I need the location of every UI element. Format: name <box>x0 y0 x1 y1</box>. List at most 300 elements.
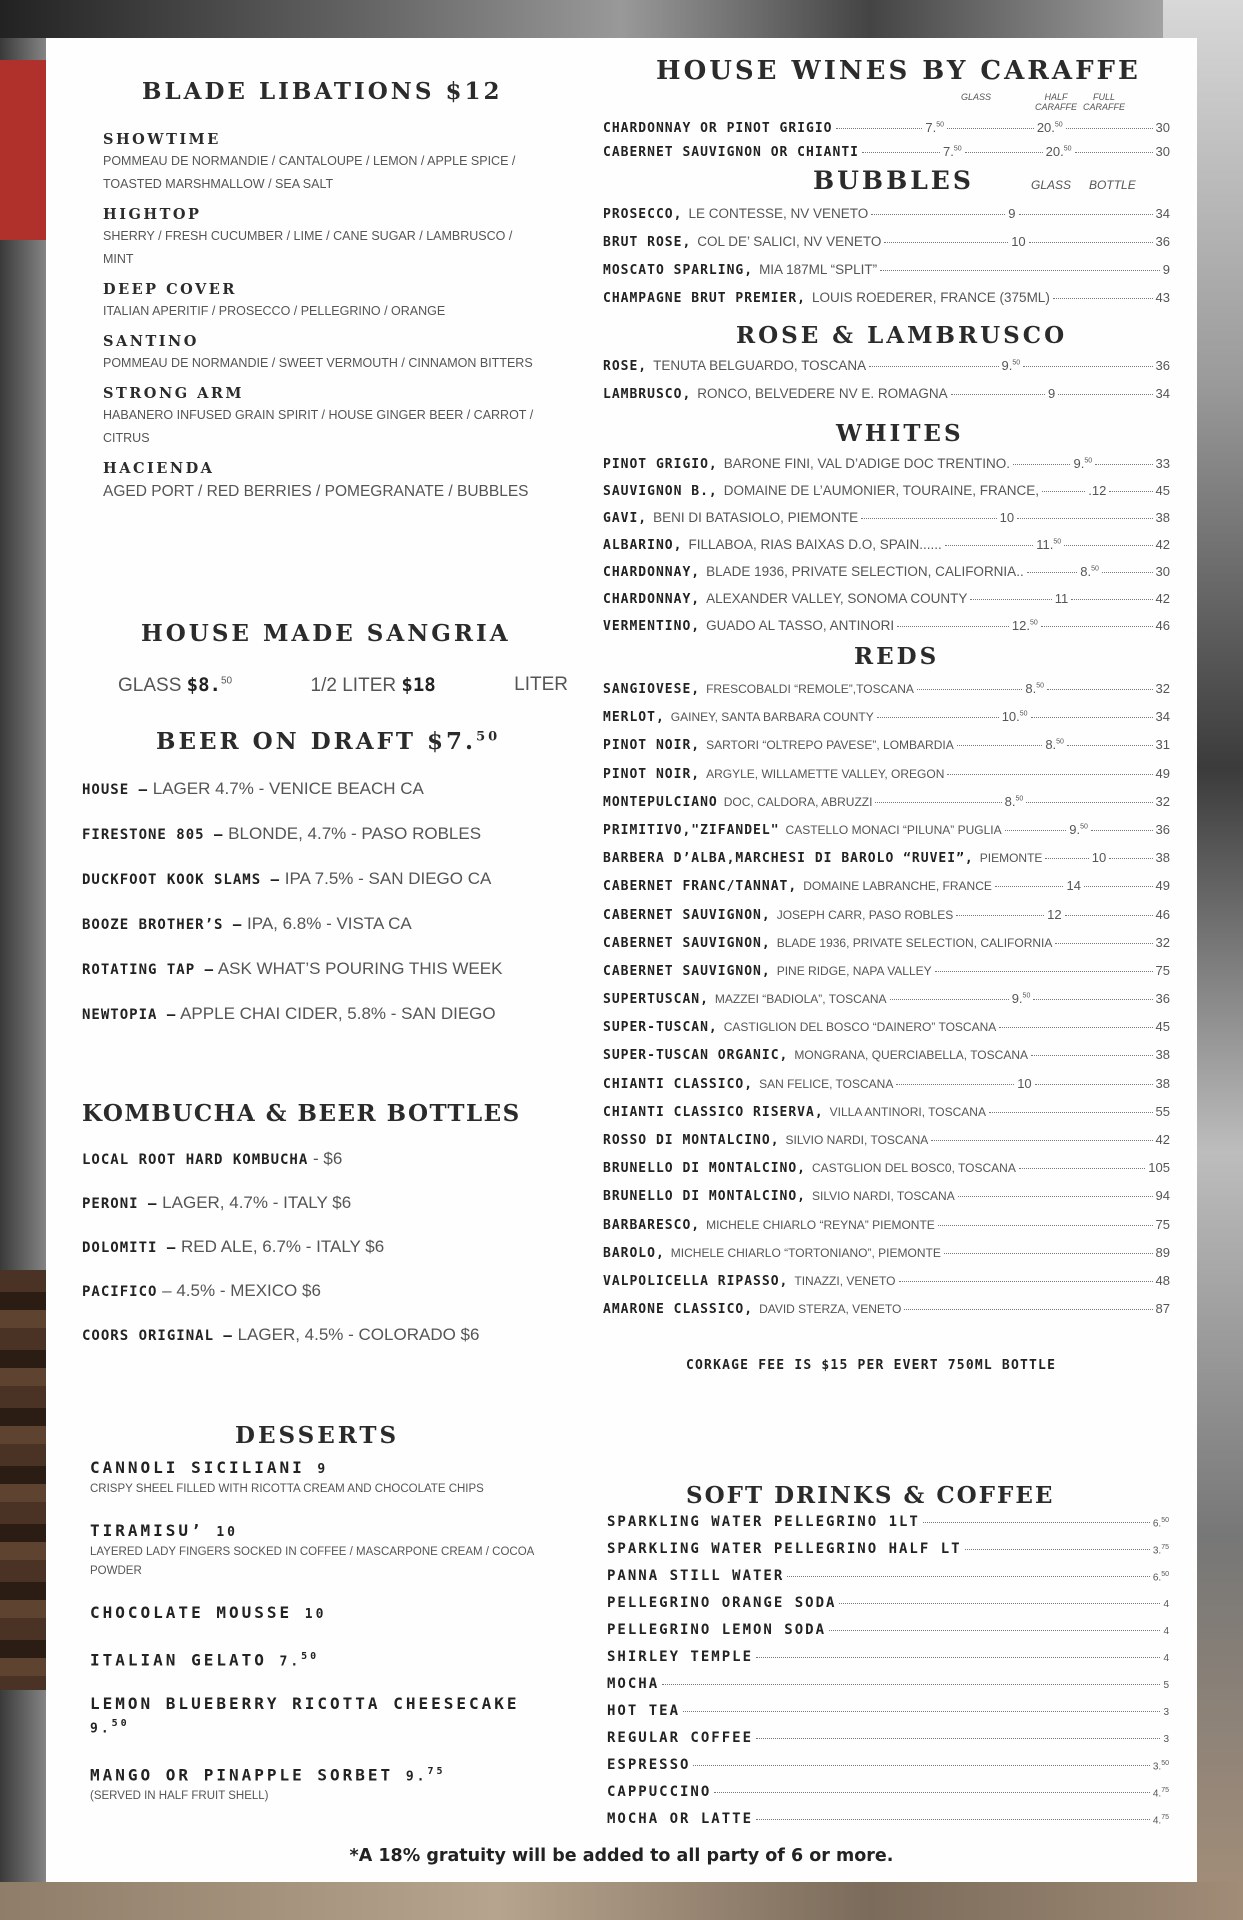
glass-price-value: 10 <box>1017 1075 1032 1091</box>
leader-dots <box>836 128 923 129</box>
bottle-name: PACIFICO <box>82 1284 158 1300</box>
leader-dots <box>1019 214 1153 215</box>
wine-description: CASTGLION DEL BOSC0, TOSCANA <box>812 1161 1016 1176</box>
bottle-item <box>82 1149 562 1193</box>
beer-description: IPA, 6.8% - VISTA CA <box>247 914 412 933</box>
glass-price-value: .12 <box>1088 483 1107 498</box>
dessert-title: CHOCOLATE MOUSSE <box>90 1603 293 1622</box>
beer-name: FIRESTONE 805 – <box>82 827 224 843</box>
cocktail-item <box>103 280 543 323</box>
wine-description: RONCO, BELVEDERE NV E. ROMAGNA <box>697 386 948 401</box>
soft-drink-row <box>607 1811 1169 1838</box>
col-glass: GLASS <box>1031 178 1072 192</box>
glass-price <box>1012 618 1038 633</box>
leader-dots <box>1035 1084 1153 1085</box>
drink-price-cents: 50 <box>1161 1759 1169 1767</box>
wine-row <box>603 510 1170 537</box>
leader-dots <box>923 1522 1150 1523</box>
glass-price-value: 9. <box>1073 456 1085 471</box>
leader-dots <box>880 270 1160 271</box>
bottle-price: 31 <box>1155 737 1170 753</box>
cocktail-item <box>103 459 543 505</box>
leader-dots <box>875 802 1001 803</box>
wine-name: CHIANTI CLASSICO RISERVA, <box>603 1104 824 1120</box>
drink-price-cents: 75 <box>1161 1786 1169 1794</box>
wine-description: BARONE FINI, VAL D’ADIGE DOC TRENTINO. <box>723 456 1011 471</box>
glass-price-cents: 50 <box>1084 457 1093 465</box>
bottle-price: 34 <box>1155 386 1170 401</box>
soft-drink-row <box>607 1568 1169 1595</box>
soft-drink-row <box>607 1730 1169 1757</box>
wine-name: ROSE, <box>603 359 648 374</box>
bottle-price: 49 <box>1155 878 1170 894</box>
wine-name: VERMENTINO, <box>603 619 701 634</box>
glass-price-value: 8. <box>1025 681 1037 696</box>
glass-price <box>1036 537 1061 552</box>
glass-price <box>925 120 944 135</box>
leader-dots <box>956 915 1044 916</box>
bottle-price: 36 <box>1155 821 1170 837</box>
glass-price <box>1017 1076 1031 1091</box>
house-wine-row <box>603 120 1170 144</box>
bottle-price: 36 <box>1155 358 1170 373</box>
bottle-price: 45 <box>1155 483 1170 498</box>
dessert-price: 7. <box>279 1654 302 1670</box>
glass-price <box>943 144 962 159</box>
dessert-item <box>90 1521 560 1581</box>
bottle-item <box>82 1193 562 1237</box>
dessert-name <box>90 1458 560 1480</box>
section-title-soft-drinks: SOFT DRINKS & COFFEE <box>686 1482 1055 1509</box>
glass-price <box>1080 564 1099 579</box>
cocktail-name: HACIENDA <box>103 460 215 477</box>
wine-row <box>603 1047 1170 1075</box>
drink-price-value: 3 <box>1163 1707 1169 1718</box>
wine-description: CASTELLO MONACI “PILUNA” PUGLIA <box>785 822 1002 837</box>
leader-dots <box>1045 858 1088 859</box>
leader-dots <box>756 1738 1160 1739</box>
leader-dots <box>1005 830 1067 831</box>
glass-price-cents: 50 <box>936 121 944 129</box>
half-caraffe-price-cents: 50 <box>1054 121 1063 129</box>
glass-price <box>1073 456 1092 471</box>
beer-name: NEWTOPIA – <box>82 1007 177 1023</box>
dessert-item <box>90 1647 560 1672</box>
drink-price-cents: 50 <box>1161 1516 1169 1524</box>
beer-description: ASK WHAT’S POURING THIS WEEK <box>217 959 503 978</box>
drink-name: HOT TEA <box>607 1703 681 1719</box>
leader-dots <box>896 1084 1014 1085</box>
soft-drink-row <box>607 1676 1169 1703</box>
soft-drinks-list <box>607 1514 1169 1838</box>
bottle-price: 33 <box>1155 456 1170 471</box>
wine-description: PIEMONTE <box>979 851 1043 866</box>
dessert-description: CRISPY SHEEL FILLED WITH RICOTTA CREAM AND CHOCOLATE CHIPS <box>90 1483 484 1495</box>
wine-description: LOUIS ROEDERER, FRANCE (375ML) <box>812 290 1050 305</box>
leader-dots <box>1065 915 1153 916</box>
wine-row <box>603 794 1170 822</box>
drink-price <box>1153 1760 1169 1772</box>
background-photo-left <box>0 60 46 240</box>
leader-dots <box>1055 943 1152 944</box>
glass-price <box>1055 591 1069 606</box>
glass-price <box>1000 510 1014 525</box>
soft-drink-row <box>607 1622 1169 1649</box>
glass-price-value: 9. <box>1011 991 1023 1007</box>
wine-description: MICHELE CHIARLO “TORTONIANO”, PIEMONTE <box>670 1245 941 1260</box>
wine-name: PINOT GRIGIO, <box>603 457 718 472</box>
wine-name: CABERNET SAUVIGNON OR CHIANTI <box>603 145 859 160</box>
leader-dots <box>1042 491 1085 492</box>
drink-price <box>1153 1814 1169 1826</box>
wine-name: BARBERA D’ALBA,MARCHESI DI BAROLO “RUVEI”, <box>603 851 974 867</box>
house-wine-list <box>603 120 1170 168</box>
menu-sheet <box>46 38 1197 1882</box>
full-caraffe-price-value: 30 <box>1155 120 1170 135</box>
drink-price-value: 4 <box>1163 1626 1169 1637</box>
bottle-name: DOLOMITI – <box>82 1240 177 1256</box>
wine-row <box>603 1301 1170 1329</box>
bottle-price: 30 <box>1155 564 1170 579</box>
gratuity-note: *A 18% gratuity will be added to all party of 6 or more. <box>349 1846 894 1866</box>
leader-dots <box>957 745 1043 746</box>
wine-name: PINOT NOIR, <box>603 766 701 782</box>
glass-price <box>1002 358 1021 373</box>
wine-description: CASTIGLION DEL BOSCO “DAINERO” TOSCANA <box>723 1020 997 1035</box>
bottle-price: 46 <box>1155 906 1170 922</box>
cocktail-name: DEEP COVER <box>103 281 237 298</box>
leader-dots <box>1075 152 1153 153</box>
dessert-price-cents: 50 <box>111 1718 130 1730</box>
reds-list <box>603 681 1170 1329</box>
wine-name: CHARDONNAY OR PINOT GRIGIO <box>603 121 833 136</box>
glass-price <box>1069 822 1088 837</box>
wine-name: CHAMPAGNE BRUT PREMIER, <box>603 291 807 306</box>
drink-price-value: 3. <box>1152 1761 1162 1772</box>
dessert-description: LAYERED LADY FINGERS SOCKED IN COFFEE / MASCARPONE CREAM / COCOA POWDER <box>90 1546 534 1577</box>
leader-dots <box>995 886 1064 887</box>
wine-description: PINE RIDGE, NAPA VALLEY <box>776 963 932 978</box>
wine-row <box>603 681 1170 709</box>
wine-row <box>603 991 1170 1019</box>
leader-dots <box>683 1711 1160 1712</box>
glass-price-value: 11. <box>1036 537 1054 552</box>
section-title-libations: BLADE LIBATIONS $12 <box>142 78 503 105</box>
col-half-caraffe: HALF CARAFFE <box>1034 92 1077 112</box>
wine-row <box>603 709 1170 737</box>
drink-name: SPARKLING WATER PELLEGRINO 1LT <box>607 1514 920 1530</box>
section-title-desserts: DESSERTS <box>235 1422 400 1449</box>
section-title-bubbles: BUBBLES <box>813 166 974 195</box>
leader-dots <box>917 689 1022 690</box>
glass-price-value: 11 <box>1054 591 1069 606</box>
col-full-caraffe: FULL CARAFFE <box>1082 92 1125 112</box>
glass-price <box>1045 737 1064 752</box>
wine-row <box>603 1019 1170 1047</box>
drink-name: CAPPUCCINO <box>607 1784 712 1800</box>
glass-price-value: 10 <box>1011 234 1026 249</box>
cocktail-name: STRONG ARM <box>103 385 244 402</box>
leader-dots <box>1066 128 1153 129</box>
section-title-whites: WHITES <box>836 420 964 447</box>
bottle-item <box>82 1325 562 1369</box>
wine-row <box>603 456 1170 483</box>
bottle-description: LAGER, 4.7% - ITALY $6 <box>162 1193 352 1212</box>
soft-drink-row <box>607 1541 1169 1568</box>
glass-price <box>1008 206 1015 221</box>
wine-row <box>603 386 1170 414</box>
leader-dots <box>999 1027 1152 1028</box>
bottle-name: LOCAL ROOT HARD KOMBUCHA <box>82 1152 309 1168</box>
dessert-item <box>90 1458 560 1499</box>
drink-price-cents: 75 <box>1161 1543 1169 1551</box>
leader-dots <box>884 242 1008 243</box>
wine-description: MIA 187ML “SPLIT” <box>759 262 878 277</box>
glass-price-value: 9. <box>1001 358 1013 373</box>
wine-row <box>603 262 1170 290</box>
wine-row <box>603 766 1170 794</box>
bottle-price: 45 <box>1155 1019 1170 1035</box>
leader-dots <box>1031 717 1153 718</box>
drink-price-value: 4 <box>1163 1599 1169 1610</box>
wine-description: LE CONTESSE, NV VENETO <box>688 206 869 221</box>
wine-name: VALPOLICELLA RIPASSO, <box>603 1273 789 1289</box>
beer-name: ROTATING TAP – <box>82 962 215 978</box>
glass-price <box>1025 681 1044 696</box>
wine-name: CABERNET SAUVIGNON, <box>603 935 771 951</box>
wine-name: SUPER-TUSCAN, <box>603 1020 718 1036</box>
cocktail-item <box>103 332 543 375</box>
glass-price-value: 12. <box>1011 618 1030 633</box>
wine-name: LAMBRUSCO, <box>603 387 692 402</box>
wine-name: CHARDONNAY, <box>603 565 701 580</box>
bottle-price: 38 <box>1155 1075 1170 1091</box>
leader-dots <box>935 971 1153 972</box>
glass-price <box>1047 907 1061 922</box>
glass-price-value: 12 <box>1047 906 1062 922</box>
wine-description: MAZZEI “BADIOLA”, TOSCANA <box>714 992 887 1007</box>
beer-description: LAGER 4.7% - VENICE BEACH CA <box>152 779 424 798</box>
glass-price-cents: 50 <box>1019 710 1028 718</box>
col-glass: GLASS <box>960 92 991 102</box>
bottle-price: 42 <box>1155 591 1170 606</box>
glass-price <box>1011 234 1025 249</box>
bottle-price: 42 <box>1155 1132 1170 1147</box>
cocktail-item <box>103 130 543 196</box>
leader-dots <box>947 774 1152 775</box>
half-caraffe-price-cents: 50 <box>1063 145 1072 153</box>
dessert-title: TIRAMISU’ <box>90 1521 204 1540</box>
drink-name: MOCHA <box>607 1676 660 1692</box>
leader-dots <box>1047 689 1152 690</box>
glass-price <box>1012 991 1031 1006</box>
glass-price-cents: 50 <box>1056 739 1064 747</box>
leader-dots <box>871 214 1005 215</box>
wine-name: AMARONE CLASSICO, <box>603 1302 754 1318</box>
wine-row <box>603 737 1170 765</box>
cocktail-name: HIGHTOP <box>103 206 202 223</box>
house-wine-row <box>603 144 1170 168</box>
soft-drink-row <box>607 1649 1169 1676</box>
leader-dots <box>1095 464 1152 465</box>
wine-row <box>603 1217 1170 1245</box>
wine-name: ROSSO DI MONTALCINO, <box>603 1133 780 1148</box>
dessert-description: (SERVED IN HALF FRUIT SHELL) <box>90 1789 269 1802</box>
drink-price <box>1163 1653 1169 1664</box>
leader-dots <box>1109 491 1152 492</box>
wine-row <box>603 1076 1170 1104</box>
dessert-list <box>90 1458 560 1828</box>
drink-price-value: 6. <box>1152 1572 1162 1583</box>
bottle-item <box>82 1281 562 1325</box>
bottle-price: 38 <box>1155 510 1170 525</box>
glass-price-value: 10. <box>1001 709 1020 725</box>
bottle-price: 48 <box>1155 1272 1170 1288</box>
full-caraffe-price <box>1156 120 1170 135</box>
drink-name: PELLEGRINO ORANGE SODA <box>607 1595 837 1611</box>
sangria-glass: GLASS $8.50 <box>118 674 233 696</box>
drink-name: REGULAR COFFEE <box>607 1730 754 1746</box>
glass-price-cents: 50 <box>1036 682 1045 690</box>
leader-dots <box>904 1309 1152 1310</box>
wine-description: BENI DI BATASIOLO, PIEMONTE <box>653 510 859 525</box>
wine-description: SILVIO NARDI, TOSCANA <box>812 1189 955 1204</box>
wine-row <box>603 1132 1170 1160</box>
drink-name: MOCHA OR LATTE <box>607 1811 754 1827</box>
bottle-price: 55 <box>1155 1103 1170 1119</box>
bottle-price: 75 <box>1155 962 1170 978</box>
wine-row <box>603 206 1170 234</box>
leader-dots <box>1084 886 1153 887</box>
wine-description: JOSEPH CARR, PASO ROBLES <box>776 907 954 922</box>
leader-dots <box>693 1765 1149 1766</box>
glass-price-value: 10 <box>999 510 1015 525</box>
wine-row <box>603 290 1170 318</box>
section-title-reds: REDS <box>854 643 940 670</box>
wine-name: BRUNELLO DI MONTALCINO, <box>603 1189 807 1205</box>
drink-price-value: 4 <box>1163 1653 1169 1664</box>
dessert-price-cents: 50 <box>301 1651 320 1662</box>
wine-description: SAN FELICE, TOSCANA <box>759 1076 894 1091</box>
bottle-price: 32 <box>1155 934 1170 950</box>
cocktail-name: SANTINO <box>103 333 199 350</box>
wine-row <box>603 878 1170 906</box>
dessert-name <box>90 1694 560 1739</box>
wine-name: SANGIOVESE, <box>603 682 701 697</box>
wine-description: COL DE’ SALICI, NV VENETO <box>697 234 882 249</box>
full-caraffe-price <box>1156 144 1170 159</box>
leader-dots <box>862 152 940 153</box>
bottle-price: 94 <box>1155 1188 1170 1204</box>
wine-row <box>603 537 1170 564</box>
cocktail-item <box>103 384 543 450</box>
bottle-price: 89 <box>1155 1244 1170 1260</box>
wine-description: SILVIO NARDI, TOSCANA <box>785 1133 929 1147</box>
glass-price-value: 9. <box>1069 821 1081 837</box>
leader-dots <box>861 518 996 519</box>
glass-price-cents: 50 <box>953 145 962 153</box>
section-title-sangria: HOUSE MADE SANGRIA <box>141 620 511 647</box>
half-caraffe-price-value: 20. <box>1045 144 1064 159</box>
bottle-description: - $6 <box>313 1149 343 1168</box>
wine-row <box>603 963 1170 991</box>
glass-price-value: 7. <box>925 120 937 135</box>
glass-price-value: 8. <box>1080 564 1092 579</box>
wine-description: FILLABOA, RIAS BAIXAS D.O, SPAIN...... <box>688 537 942 552</box>
dessert-name <box>90 1762 560 1787</box>
dessert-name <box>90 1647 560 1672</box>
wine-description: DOMAINE LABRANCHE, FRANCE <box>803 879 992 894</box>
drink-price-cents: 50 <box>1161 1570 1169 1578</box>
leader-dots <box>989 1112 1153 1113</box>
leader-dots <box>1109 858 1152 859</box>
cocktail-item <box>103 205 543 271</box>
dessert-price: 9. <box>90 1721 112 1737</box>
leader-dots <box>1026 802 1152 803</box>
leader-dots <box>1102 572 1153 573</box>
wine-description: FRESCOBALDI “REMOLE”,TOSCANA <box>706 682 914 696</box>
beer-item <box>82 914 562 959</box>
wine-description: TINAZZI, VENETO <box>794 1273 896 1288</box>
leader-dots <box>1023 366 1152 367</box>
wine-name: SUPER-TUSCAN ORGANIC, <box>603 1048 789 1064</box>
glass-price <box>1048 386 1055 401</box>
section-title-rose: ROSE & LAMBRUSCO <box>736 322 1068 349</box>
beer-name: DUCKFOOT KOOK SLAMS – <box>82 872 281 888</box>
drink-price <box>1163 1599 1169 1610</box>
leader-dots <box>1064 545 1152 546</box>
cocktail-description: HABANERO INFUSED GRAIN SPIRIT / HOUSE GINGER BEER / CARROT / CITRUS <box>103 408 534 445</box>
leader-dots <box>899 1281 1153 1282</box>
drink-price <box>1163 1707 1169 1718</box>
bottle-description: LAGER, 4.5% - COLORADO $6 <box>237 1325 480 1344</box>
leader-dots <box>938 1225 1153 1226</box>
leader-dots <box>970 599 1051 600</box>
dessert-name <box>90 1603 560 1625</box>
wine-name: CABERNET SAUVIGNON, <box>603 963 771 979</box>
drink-price-value: 4. <box>1152 1788 1162 1799</box>
bottle-list <box>82 1149 562 1369</box>
leader-dots <box>1033 999 1152 1000</box>
background-firewood <box>0 1270 46 1690</box>
soft-drink-row <box>607 1703 1169 1730</box>
drink-price-cents: 75 <box>1161 1813 1169 1821</box>
bottle-description: – 4.5% - MEXICO $6 <box>162 1281 321 1300</box>
leader-dots <box>890 999 1009 1000</box>
section-title-house-wines: HOUSE WINES BY CARAFFE <box>656 56 1141 86</box>
sangria-half-liter: 1/2 LITER $18 <box>310 674 436 696</box>
beer-item <box>82 869 562 914</box>
wine-name: CABERNET SAUVIGNON, <box>603 907 771 923</box>
full-caraffe-price-value: 30 <box>1155 144 1170 159</box>
wine-name: BARBARESCO, <box>603 1217 701 1233</box>
section-title-beer: BEER ON DRAFT $7.50 <box>156 728 501 755</box>
bottle-price: 36 <box>1155 991 1170 1007</box>
bottle-price: 75 <box>1155 1216 1170 1232</box>
drink-price-value: 3 <box>1163 1734 1169 1745</box>
dessert-title: MANGO OR PINAPPLE SORBET <box>90 1764 394 1784</box>
dessert-title: LEMON BLUEBERRY RICOTTA CHEESECAKE <box>90 1694 520 1714</box>
rose-list <box>603 358 1170 414</box>
soft-drink-row <box>607 1595 1169 1622</box>
wine-name: BRUNELLO DI MONTALCINO, <box>603 1161 807 1177</box>
wine-description: DOMAINE DE L’AUMONIER, TOURAINE, FRANCE, <box>723 483 1040 498</box>
leader-dots <box>944 1253 1153 1254</box>
wine-name: BRUT ROSE, <box>603 235 692 250</box>
wine-name: CHIANTI CLASSICO, <box>603 1076 754 1092</box>
beer-item <box>82 1004 562 1049</box>
cocktail-description: ITALIAN APERITIF / PROSECCO / PELLEGRINO / ORANGE <box>103 304 446 318</box>
